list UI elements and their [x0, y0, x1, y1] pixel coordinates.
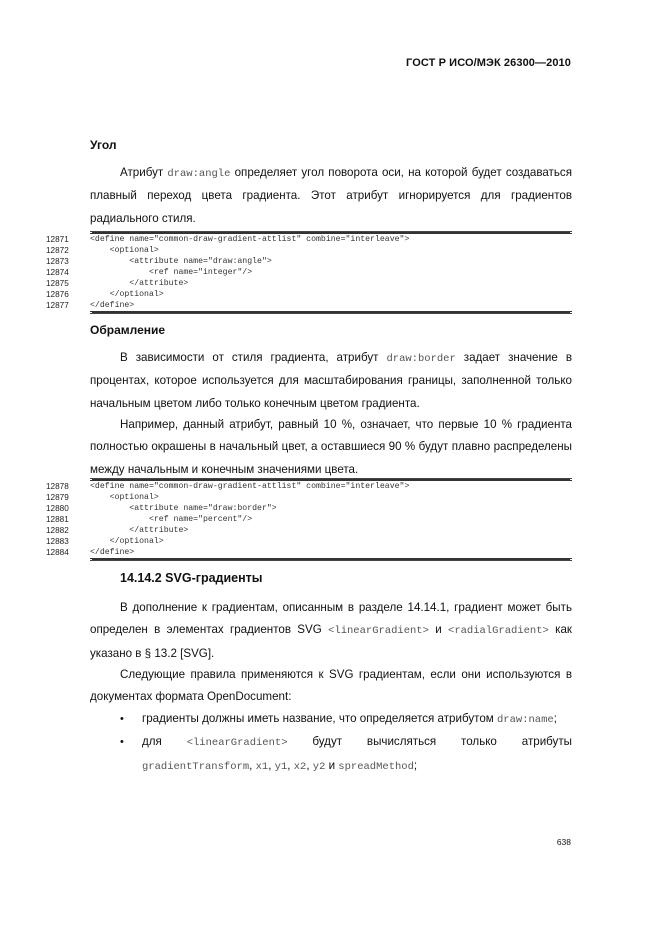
- list-item: [90, 731, 572, 778]
- rules-list: [90, 708, 572, 778]
- code-line: [46, 514, 572, 525]
- line-number: 12876: [46, 290, 69, 299]
- code-text: </define>: [90, 548, 135, 557]
- line-number: 12875: [46, 279, 69, 288]
- code-line: [46, 536, 572, 547]
- code-inline: <radialGradient>: [448, 625, 549, 638]
- text-run: ,: [249, 758, 256, 772]
- code-inline: spreadMethod: [338, 760, 414, 773]
- list-item: [90, 708, 572, 731]
- line-number: 12871: [46, 235, 69, 244]
- code-inline: y1: [274, 760, 288, 773]
- heading-angle: Угол: [90, 138, 117, 152]
- text-run: для: [142, 735, 187, 749]
- line-number: 12884: [46, 548, 69, 557]
- text-run: ;: [553, 712, 557, 725]
- code-text: <optional>: [90, 493, 159, 502]
- code-text: </attribute>: [90, 279, 189, 288]
- text-run: ,: [268, 758, 275, 772]
- code-text: <define name="common-draw-gradient-attlist" combine="interleave">: [90, 482, 410, 491]
- paragraph-svg-2: Следующие правила применяются к SVG градиентам, если они используются в документах формата OpenDocument:: [90, 668, 572, 704]
- line-number: 12874: [46, 268, 69, 277]
- document-header: ГОСТ Р ИСО/МЭК 26300—2010: [406, 57, 571, 69]
- code-text: <attribute name="draw:border">: [90, 504, 277, 513]
- text-run: и: [325, 758, 339, 772]
- text-run: задает значение в процентах, которое используется для масштабирования границы, заполненной только начальным цветом либо только конечным цветом градиента.: [90, 351, 572, 410]
- code-text: </optional>: [90, 537, 164, 546]
- line-number: 12877: [46, 301, 69, 310]
- text-run: градиенты должны иметь название, что определяется атрибутом: [142, 712, 497, 725]
- text-run: В зависимости от стиля градиента, атрибут: [120, 351, 387, 364]
- code-text: </optional>: [90, 290, 164, 299]
- code-line: [46, 256, 572, 267]
- code-block-angle: [46, 233, 572, 312]
- line-number: 12873: [46, 257, 69, 266]
- paragraph-svg-1: [90, 597, 572, 665]
- code-text: </attribute>: [90, 526, 189, 535]
- line-number: 12878: [46, 482, 69, 491]
- code-block-border: [46, 480, 572, 559]
- line-number: 12879: [46, 493, 69, 502]
- code-inline: x2: [293, 760, 307, 773]
- page-number: 638: [556, 837, 571, 847]
- code-text: <define name="common-draw-gradient-attlist" combine="interleave">: [90, 235, 410, 244]
- code-line: [46, 289, 572, 300]
- heading-svg-gradients: 14.14.2 SVG-градиенты: [120, 571, 263, 585]
- text-run: ;: [413, 758, 418, 772]
- code-line: [46, 525, 572, 536]
- line-number: 12872: [46, 246, 69, 255]
- text-run: ,: [306, 758, 313, 772]
- code-line: [46, 503, 572, 514]
- text-run: и: [428, 623, 449, 637]
- code-text: <ref name="integer"/>: [90, 268, 253, 277]
- text-run: Атрибут: [120, 166, 168, 179]
- code-line: [46, 481, 572, 492]
- code-line: [46, 234, 572, 245]
- code-inline: draw:border: [386, 353, 456, 365]
- bullet-icon: •: [120, 713, 124, 725]
- text-run: ,: [287, 758, 294, 772]
- code-inline: draw:name: [496, 714, 554, 726]
- line-number: 12883: [46, 537, 69, 546]
- paragraph-angle: [90, 162, 572, 230]
- code-line: [46, 547, 572, 558]
- code-line: [46, 492, 572, 503]
- text-run: будут вычисляться только атрибуты: [287, 735, 572, 749]
- code-line: [46, 245, 572, 256]
- paragraph-border-1: [90, 347, 572, 415]
- heading-border: Обрамление: [90, 323, 166, 337]
- code-inline: <linearGradient>: [186, 737, 288, 750]
- code-text: <ref name="percent"/>: [90, 515, 253, 524]
- text-run: как указано в § 13.2 [SVG].: [90, 623, 572, 660]
- code-text: <optional>: [90, 246, 159, 255]
- text-run: В дополнение к градиентам, описанным в разделе 14.14.1, градиент может быть определен в элементах градиентов SVG: [90, 601, 572, 637]
- bullet-icon: •: [120, 736, 124, 749]
- text-run: определяет угол поворота оси, на которой будет создаваться плавный переход цвета градиента. Этот атрибут игнорируется для градиентов радиального стиля.: [90, 166, 572, 225]
- code-text: <attribute name="draw:angle">: [90, 257, 272, 266]
- code-inline: <linearGradient>: [328, 625, 429, 638]
- line-number: 12881: [46, 515, 69, 524]
- code-line: [46, 278, 572, 289]
- paragraph-border-2: Например, данный атрибут, равный 10 %, означает, что первые 10 % градиента полностью окрашены в начальный цвет, а оставшиеся 90 % будут плавно распределены между начальным и конечным значениями цвета.: [90, 418, 572, 476]
- code-line: [46, 267, 572, 278]
- code-line: [46, 300, 572, 311]
- code-inline: gradientTransform: [142, 760, 250, 773]
- code-inline: x1: [255, 760, 269, 773]
- list-item-text: [142, 731, 572, 778]
- line-number: 12882: [46, 526, 69, 535]
- code-text: </define>: [90, 301, 135, 310]
- code-inline: draw:angle: [167, 168, 231, 180]
- line-number: 12880: [46, 504, 69, 513]
- code-inline: y2: [312, 760, 326, 773]
- list-item-text: [142, 708, 572, 731]
